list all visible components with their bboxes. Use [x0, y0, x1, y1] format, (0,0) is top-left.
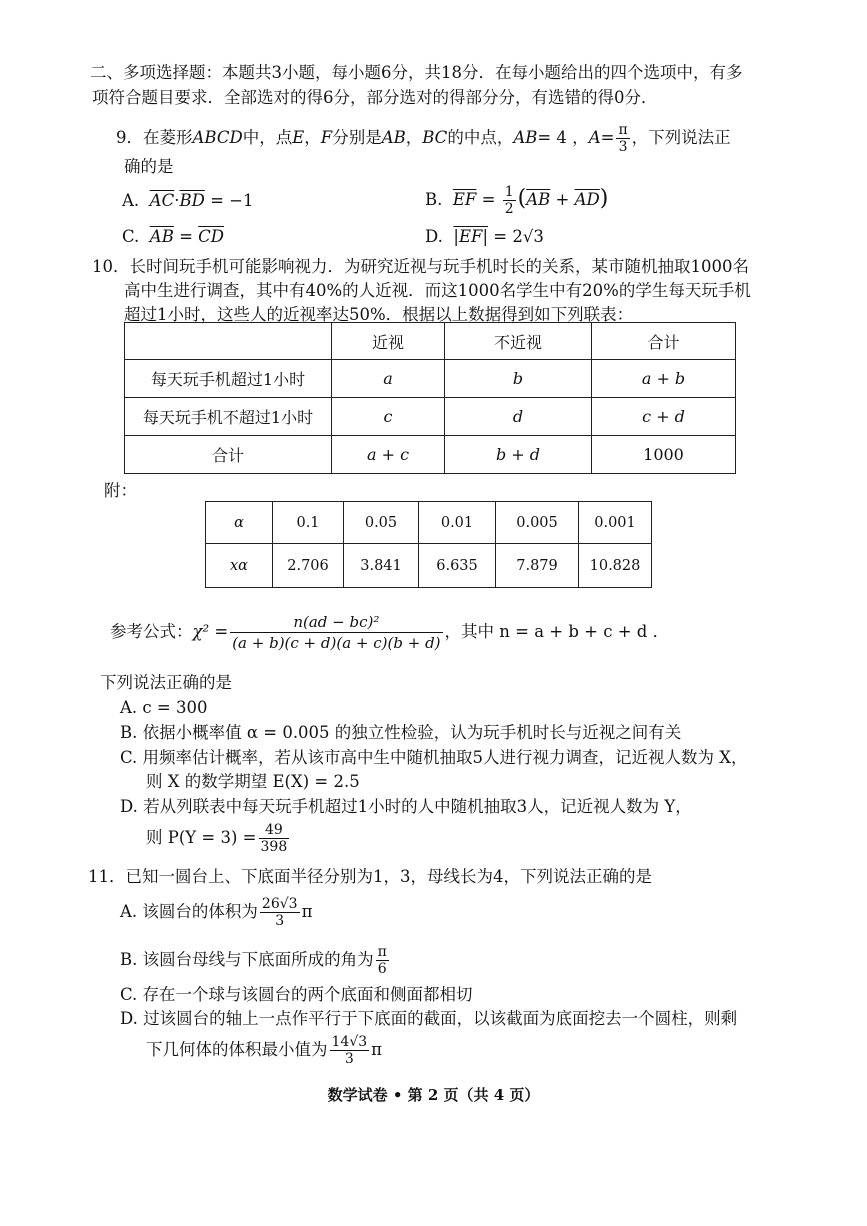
table-row [125, 398, 736, 436]
table-cell: 0.1 [273, 502, 344, 544]
frac-num: π [377, 944, 387, 960]
table-row [206, 544, 652, 588]
q10-option-a: A. c = 300 [120, 698, 208, 717]
frac-den: 6 [377, 961, 387, 977]
q9-stem [116, 122, 731, 155]
table-cell: 每天玩手机超过1小时 [125, 360, 332, 398]
section-header-line1: 二、多项选择题：本题共3小题，每小题6分，共18分．在每小题给出的四个选项中，有多 [90, 63, 743, 82]
q9-text: ， [405, 128, 423, 147]
frac-den: 398 [260, 839, 288, 855]
option-text: = [476, 190, 501, 209]
option-label: B. [425, 190, 443, 209]
table-cell: a + c [332, 436, 445, 474]
chi-square-fraction [230, 612, 442, 653]
frac-num: n(ad − bc)² [230, 612, 442, 633]
frac-half [503, 184, 516, 217]
vector-ef: $\overline{EF}$ [452, 190, 477, 209]
table-row [206, 502, 652, 544]
q9-ab: AB [381, 128, 406, 147]
table-row [125, 360, 736, 398]
critical-value-table [205, 501, 652, 588]
option-text: A. 该圆台的体积为 [120, 902, 258, 921]
angle-fraction [376, 944, 389, 977]
formula-lhs: χ² = [192, 622, 229, 641]
page-footer: 数学试卷 • 第 2 页（共 4 页） [327, 1086, 540, 1104]
table-cell: 0.001 [579, 502, 652, 544]
table-cell: a [332, 360, 445, 398]
frac-num: 1 [504, 184, 514, 200]
frac-num: 26√3 [261, 896, 298, 912]
table-cell: 3.841 [344, 544, 419, 588]
option-label: A. [122, 191, 140, 210]
table-cell: b + d [445, 436, 592, 474]
q9-point-f: F [320, 128, 333, 147]
q10-stem-line2: 高中生进行调查，其中有40%的人近视．而这1000名学生中有20%的学生每天玩手机 [124, 281, 751, 300]
table-cell: α [206, 502, 273, 544]
q11-option-a [120, 896, 312, 929]
table-cell: b [445, 360, 592, 398]
vector-ac: $\overline{AC}$ [149, 191, 175, 210]
table-row [125, 436, 736, 474]
vector-ef-magnitude: |EF| [453, 227, 489, 246]
vector-ad: $\overline{AD}$ [574, 190, 600, 209]
table-cell: 1000 [592, 436, 736, 474]
option-label: D. [425, 227, 443, 246]
q9-angle-a: A [588, 128, 601, 147]
formula-tail: ，其中 n = a + b + c + d ． [444, 622, 670, 641]
option-label: C. [122, 227, 140, 246]
q9-ab: AB [513, 128, 538, 147]
volume-fraction [330, 1034, 370, 1067]
table-header: 不近视 [445, 323, 592, 360]
frac-num: π [618, 122, 628, 138]
q9-pi-over-3 [616, 122, 629, 155]
q11-stem: 11．已知一圆台上、下底面半径分别为1，3，母线长为4，下列说法正确的是 [88, 867, 652, 886]
q9-option-d [425, 226, 544, 248]
frac-den: 3 [275, 913, 285, 929]
option-text: = 2√3 [488, 227, 544, 246]
vector-cd: $\overline{CD}$ [198, 227, 225, 246]
contingency-table [124, 322, 736, 474]
q9-text: 的中点， [447, 128, 514, 147]
section-header-line2: 项符合题目要求．全部选对的得6分，部分选对的得部分分，有选错的得0分． [92, 88, 658, 107]
probability-fraction [259, 822, 290, 855]
q11-option-d-line2 [146, 1034, 382, 1067]
table-cell: 7.879 [496, 544, 579, 588]
q9-text: = 4 ， [537, 128, 589, 147]
q9-bc: BC [422, 128, 448, 147]
q11-option-b [120, 944, 391, 977]
q9-text: 分别是 [332, 128, 382, 147]
formula-label: 参考公式： [110, 622, 193, 641]
table-cell: c [332, 398, 445, 436]
table-cell: 10.828 [579, 544, 652, 588]
q10-option-d-line1: D. 若从列联表中每天玩手机超过1小时的人中随机抽取3人，记近视人数为 Y， [120, 797, 692, 816]
table-cell: 合计 [125, 436, 332, 474]
q10-stem-line3: 超过1小时，这些人的近视率达50%．根据以上数据得到如下列联表： [124, 305, 634, 324]
q10-option-c-line1: C. 用频率估计概率，若从该市高中生中随机抽取5人进行视力调查，记近视人数为 X， [120, 748, 748, 767]
q9-option-b [425, 184, 608, 217]
option-text: 下几何体的体积最小值为 [146, 1040, 328, 1059]
option-text: = −1 [204, 191, 254, 210]
vector-bd: $\overline{BD}$ [179, 191, 205, 210]
table-cell [125, 323, 332, 360]
table-cell: c + d [592, 398, 736, 436]
q9-option-a [122, 190, 253, 212]
q10-stem-line1: 10．长时间玩手机可能影响视力．为研究近视与玩手机时长的关系，某市随机抽取1000名 [92, 257, 749, 276]
table-cell: 2.706 [273, 544, 344, 588]
q10-option-d-line2 [146, 822, 291, 855]
q10-option-c-line2: 则 X 的数学期望 E(X) = 2.5 [146, 772, 360, 791]
q11-option-c: C. 存在一个球与该圆台的两个底面和侧面都相切 [120, 985, 473, 1004]
q11-option-d-line1: D. 过该圆台的轴上一点作平行于下底面的截面，以该截面为底面挖去一个圆柱，则剩 [120, 1009, 738, 1028]
q9-text: 中，点 [242, 128, 293, 147]
q9-option-c [122, 226, 224, 248]
q9-text: = [600, 128, 615, 147]
table-header: 合计 [592, 323, 736, 360]
vector-ab: $\overline{AB}$ [526, 190, 551, 209]
table-cell: d [445, 398, 592, 436]
q10-option-b: B. 依据小概率值 α = 0.005 的独立性检验，认为玩手机时长与近视之间有关 [120, 723, 682, 742]
option-text: 则 P(Y = 3) = [146, 828, 257, 847]
appendix-label: 附： [104, 481, 137, 500]
q9-point-e: E [292, 128, 305, 147]
dot-operator: · [174, 191, 180, 210]
table-cell: 6.635 [419, 544, 496, 588]
table-cell: a + b [592, 360, 736, 398]
table-cell: 0.005 [496, 502, 579, 544]
frac-den: (a + b)(c + d)(a + c)(b + d) [232, 634, 441, 652]
paren: ) [599, 186, 609, 211]
vector-ab: $\overline{AB}$ [149, 227, 174, 246]
volume-fraction [260, 896, 300, 929]
frac-den: 2 [504, 201, 514, 217]
frac-den: 3 [344, 1051, 354, 1067]
q9-text: 9．在菱形 [116, 128, 193, 147]
frac-num: 14√3 [331, 1034, 368, 1050]
table-row [125, 323, 736, 360]
q9-stem-line2: 确的是 [124, 157, 174, 176]
table-cell: 0.01 [419, 502, 496, 544]
q9-abcd: ABCD [192, 128, 243, 147]
table-cell: xα [206, 544, 273, 588]
reference-formula [110, 612, 669, 653]
table-header: 近视 [332, 323, 445, 360]
q9-text: ，下列说法正 [631, 128, 731, 147]
option-text: π [301, 902, 313, 921]
q10-prompt: 下列说法正确的是 [100, 673, 232, 692]
table-cell: 每天玩手机不超过1小时 [125, 398, 332, 436]
q9-text: ， [304, 128, 321, 147]
option-text: + [550, 190, 575, 209]
option-text: B. 该圆台母线与下底面所成的角为 [120, 950, 374, 969]
option-text: π [371, 1040, 383, 1059]
paren: ( [517, 186, 527, 211]
frac-num: 49 [259, 822, 290, 839]
frac-den: 3 [618, 139, 628, 155]
table-cell: 0.05 [344, 502, 419, 544]
option-text: = [173, 227, 199, 246]
